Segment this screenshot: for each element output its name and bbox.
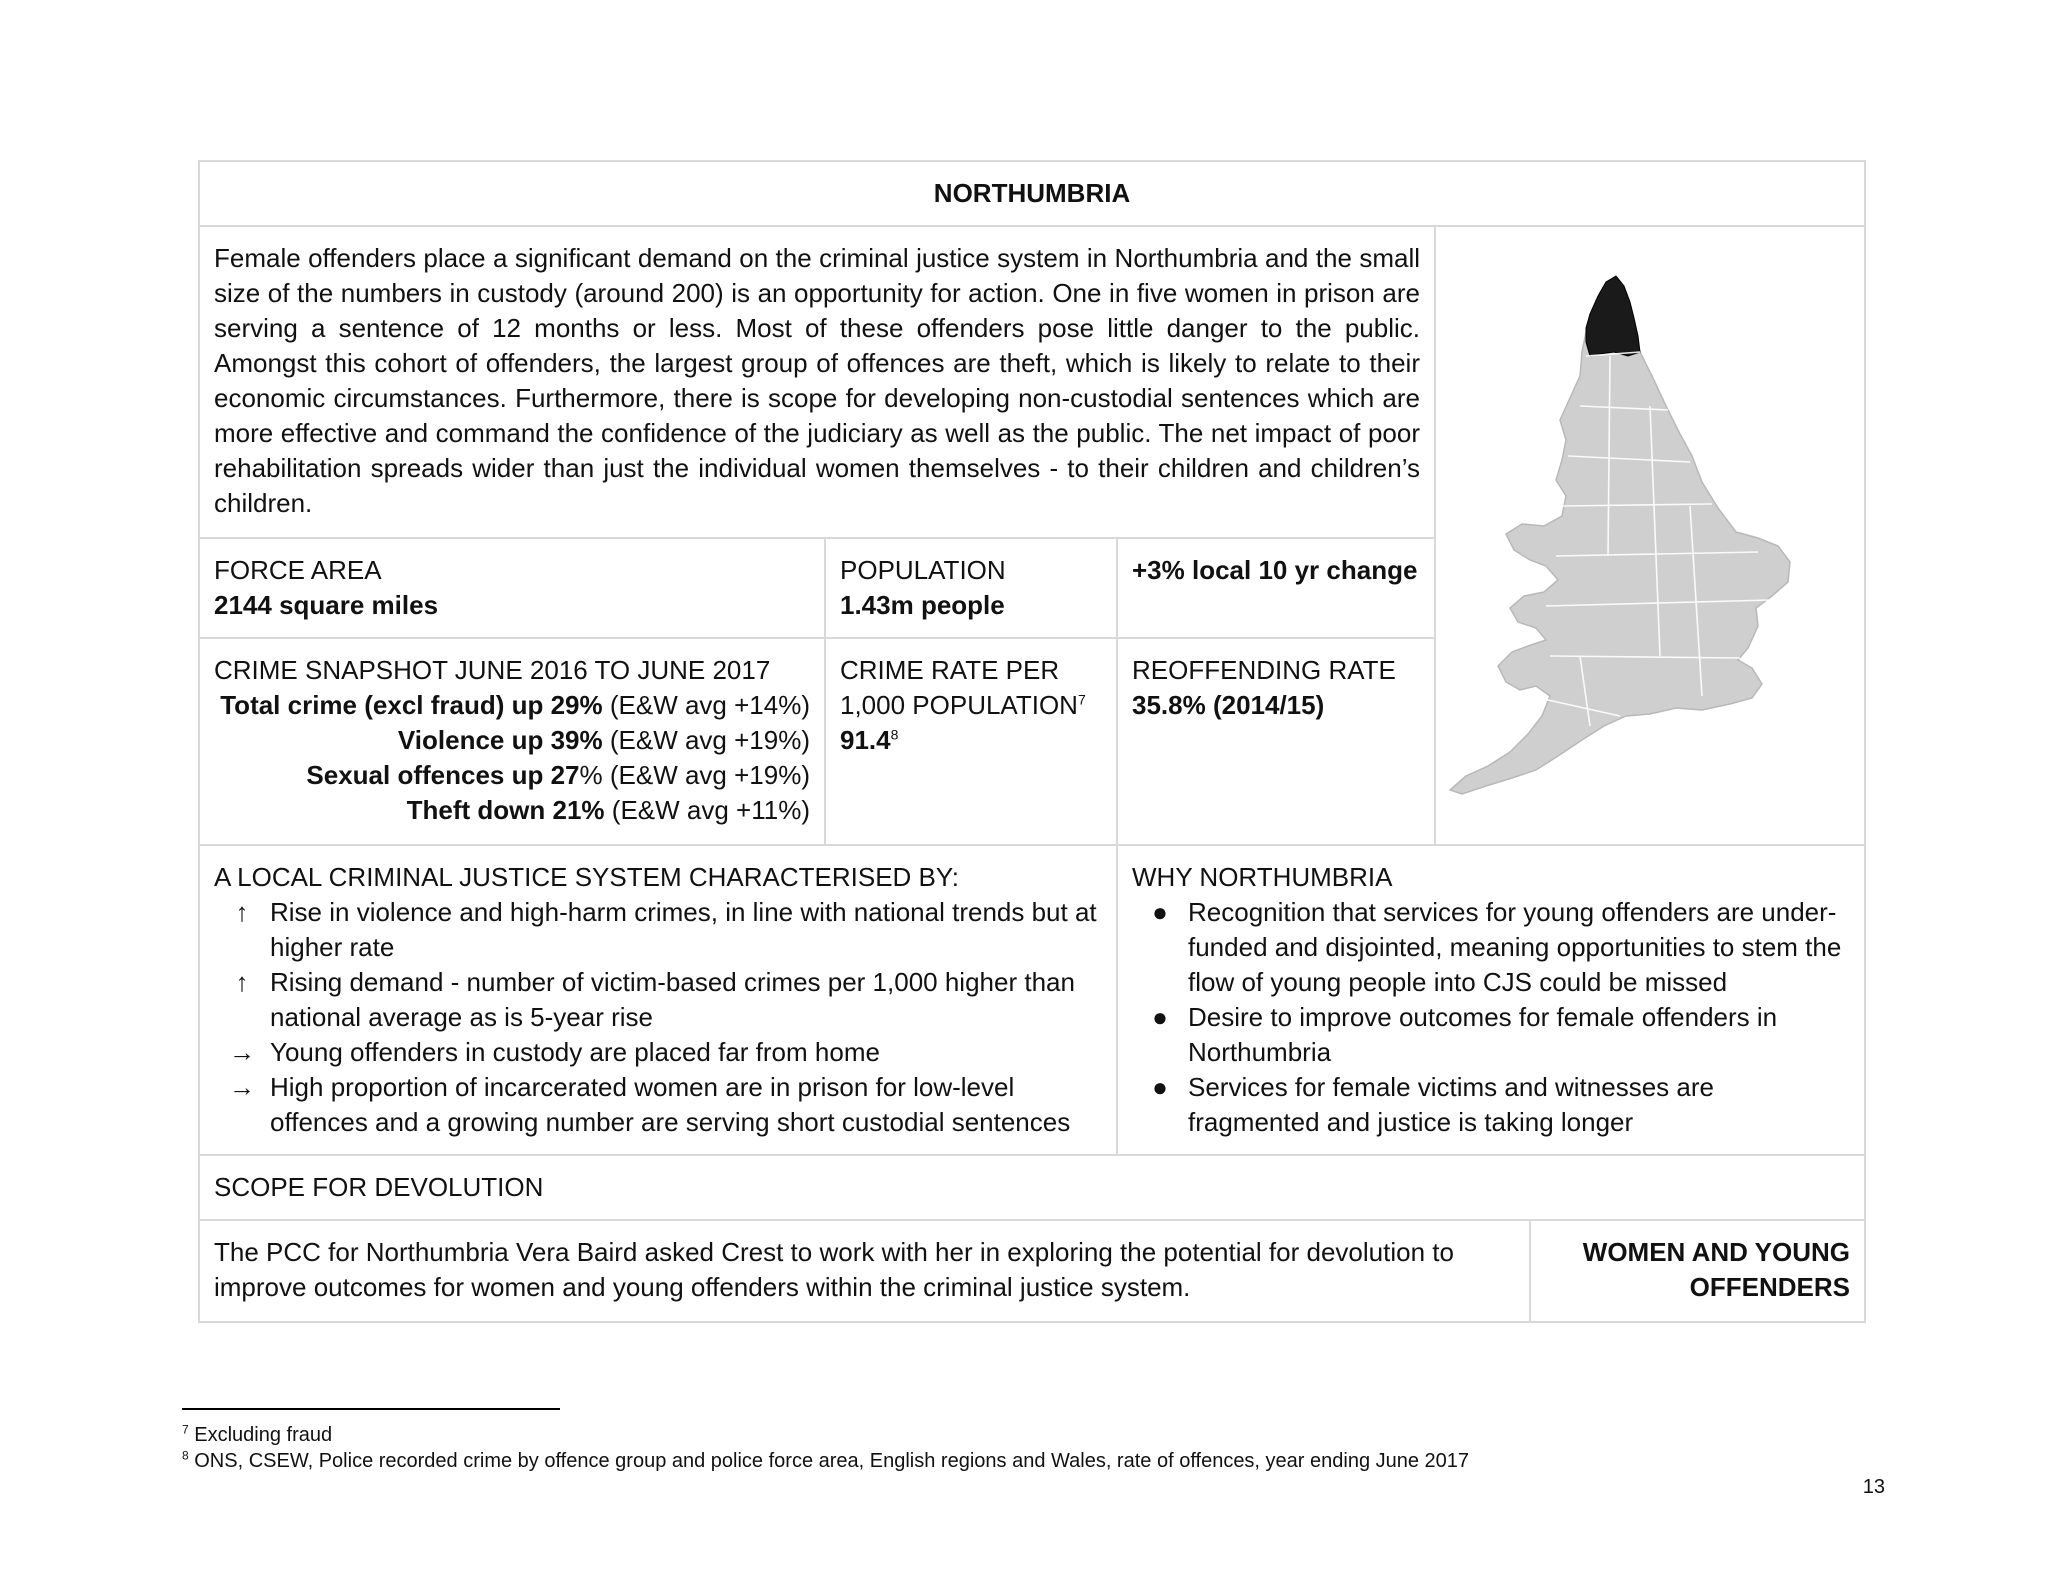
list-item: → High proportion of incarcerated women are in prison for low-level offences and a growing number are serving short custodial sentences	[214, 1070, 1102, 1140]
scope-focus-line2: OFFENDERS	[1689, 1272, 1851, 1302]
northumbria-profile-table	[198, 160, 1866, 1323]
right-arrow-icon: →	[229, 1072, 255, 1102]
bullet-icon: ●	[1152, 1002, 1168, 1032]
crime-line-violence: Violence up 39% (E&W avg +19%)	[397, 725, 810, 755]
crime-line-sexual-offences: Sexual offences up 27% (E&W avg +19%)	[306, 760, 810, 790]
scope-focus	[1530, 1220, 1865, 1322]
reoffending-value: 35.8% (2014/15)	[1132, 690, 1325, 720]
population-change-cell	[1117, 538, 1435, 638]
why-heading: WHY NORTHUMBRIA	[1132, 862, 1393, 892]
profile-description: Female offenders place a significant demand on the criminal justice system in Northumbria and the small size of the numbers in custody (around 200) is an opportunity for action. One in five women in prison are serving a sentence of 12 months or less. Most of these offenders pose little danger to the public. Amongst this cohort of offenders, the largest group of offences are theft, which is likely to relate to their economic circumstances. Furthermore, there is scope for developing non-custodial sentences which are more effective and command the confidence of the judiciary as well as the public. The net impact of poor rehabilitation spreads wider than just the individual women themselves - to their children and children’s children.	[199, 226, 1435, 538]
england-wales-map	[1435, 226, 1865, 845]
force-area-value: 2144 square miles	[214, 590, 439, 620]
why-list	[1132, 895, 1850, 1140]
bullet-icon: ●	[1152, 897, 1168, 927]
footnote-8: $^8$ ONS, CSEW, Police recorded crime by offence group and police force area, English regions and Wales, rate of offences, year ending June 2017	[182, 1448, 1470, 1472]
why-cell	[1117, 845, 1865, 1155]
england-wales-landmass	[1450, 306, 1790, 794]
page-number: 13	[1862, 1476, 1885, 1498]
crime-line-total: Total crime (excl fraud) up 29% (E&W avg +14%)	[220, 690, 810, 720]
force-area-cell	[199, 538, 825, 638]
crime-rate-cell	[825, 638, 1117, 845]
reoffending-cell	[1117, 638, 1435, 845]
reoffending-label: REOFFENDING RATE	[1132, 655, 1396, 685]
footnote-ref-7[interactable]: 7	[1077, 691, 1086, 708]
list-item: ● Recognition that services for young offenders are under-funded and disjointed, meaning opportunities to stem the flow of young people into CJS could be missed	[1132, 895, 1850, 1000]
up-arrow-icon: ↑	[235, 967, 249, 997]
list-item: ● Desire to improve outcomes for female offenders in Northumbria	[1132, 1000, 1850, 1070]
list-item: → Young offenders in custody are placed far from home	[214, 1035, 1102, 1070]
footnote-divider	[182, 1408, 560, 1410]
scope-text: The PCC for Northumbria Vera Baird asked Crest to work with her in exploring the potential for devolution to improve outcomes for women and young offenders within the criminal justice system.	[199, 1220, 1530, 1322]
list-item: ↑ Rise in violence and high-harm crimes, in line with national trends but at higher rate	[214, 895, 1102, 965]
population-cell	[825, 538, 1117, 638]
scope-heading: SCOPE FOR DEVOLUTION	[199, 1155, 1865, 1220]
footnote-ref-8[interactable]: 8	[890, 726, 899, 743]
crime-snapshot-label: CRIME SNAPSHOT JUNE 2016 TO JUNE 2017	[214, 655, 771, 685]
local-cjs-cell	[199, 845, 1117, 1155]
footnote-7: $^7$ Excluding fraud	[182, 1422, 333, 1446]
local-cjs-list	[214, 895, 1102, 1140]
population-change: +3% local 10 yr change	[1132, 555, 1418, 585]
scope-focus-line1: WOMEN AND YOUNG	[1582, 1237, 1851, 1267]
population-value: 1.43m people	[840, 590, 1005, 620]
force-area-label: FORCE AREA	[214, 555, 382, 585]
list-item: ● Services for female victims and witnesses are fragmented and justice is taking longer	[1132, 1070, 1850, 1140]
force-area-map-icon	[1440, 256, 1860, 816]
crime-rate-label-2: 1,000 POPULATION	[840, 690, 1078, 720]
footnotes	[182, 1408, 1882, 1474]
population-label: POPULATION	[840, 555, 1006, 585]
up-arrow-icon: ↑	[235, 897, 249, 927]
crime-snapshot-cell	[199, 638, 825, 845]
northumbria-force-area	[1586, 276, 1640, 356]
right-arrow-icon: →	[229, 1037, 255, 1067]
local-cjs-heading: A LOCAL CRIMINAL JUSTICE SYSTEM CHARACTERISED BY:	[214, 862, 960, 892]
crime-line-theft: Theft down 21% (E&W avg +11%)	[406, 795, 810, 825]
crime-rate-value: 91.4	[840, 725, 891, 755]
crime-rate-label: CRIME RATE PER	[840, 655, 1060, 685]
profile-title: NORTHUMBRIA	[199, 161, 1865, 226]
bullet-icon: ●	[1152, 1072, 1168, 1102]
list-item: ↑ Rising demand - number of victim-based crimes per 1,000 higher than national average as is 5-year rise	[214, 965, 1102, 1035]
